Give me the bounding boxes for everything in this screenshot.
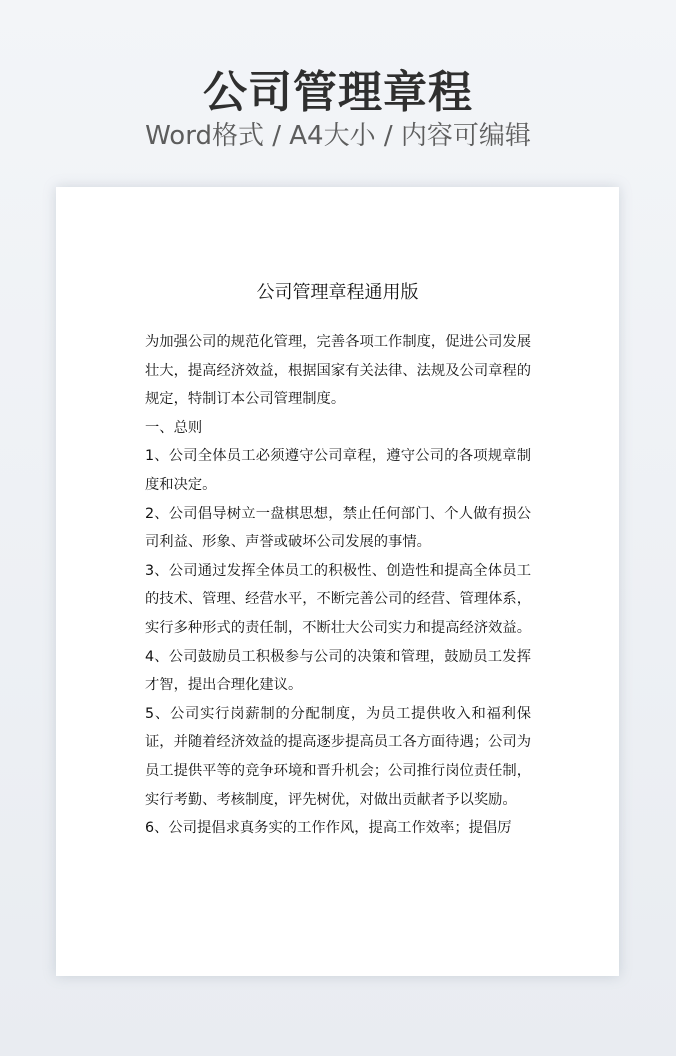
page-title: 公司管理章程	[203, 67, 473, 118]
page-subtitle: Word格式 / A4大小 / 内容可编辑	[145, 121, 531, 151]
document-paragraph-2: 2、公司倡导树立一盘棋思想，禁止任何部门、个人做有损公司利益、形象、声誉或破坏公司发展的事情。	[145, 505, 531, 551]
header-banner	[0, 0, 676, 170]
document-paragraph-5: 5、公司实行岗薪制的分配制度，为员工提供收入和福利保证，并随着经济效益的提高逐步提高员工各方面待遇；公司为员工提供平等的竞争环境和晋升机会；公司推行岗位责任制，实行考勤、考核制度，评先树优，对做出贡献者予以奖励。	[145, 705, 532, 808]
document-paragraph-1: 1、公司全体员工必须遵守公司章程，遵守公司的各项规章制度和决定。	[145, 448, 531, 493]
document-paragraph-3: 3、公司通过发挥全体员工的积极性、创造性和提高全体员工的技术、管理、经营水平，不断完善公司的经营、管理体系，实行多种形式的责任制，不断壮大公司实力和提高经济效益。	[145, 562, 532, 636]
document-body	[145, 328, 531, 843]
document-paragraph-6: 6、公司提倡求真务实的工作作风，提高工作效率；提倡厉	[145, 820, 512, 837]
document-paragraph-4: 4、公司鼓励员工积极参与公司的决策和管理，鼓励员工发挥才智，提出合理化建议。	[145, 648, 531, 694]
document-page	[56, 187, 619, 976]
document-paragraph-intro: 为加强公司的规范化管理，完善各项工作制度，促进公司发展壮大，提高经济效益，根据国家有关法律、法规及公司章程的规定，特制订本公司管理制度。	[145, 334, 532, 408]
section-heading-general: 一、总则	[145, 419, 203, 436]
document-title: 公司管理章程通用版	[256, 282, 419, 303]
